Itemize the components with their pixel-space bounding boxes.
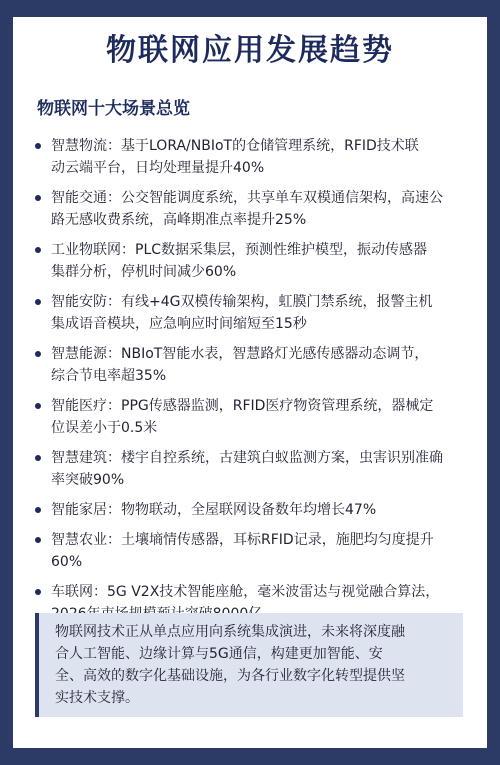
list-item <box>35 343 475 387</box>
list-item-text: 智慧能源：NBIoT智能水表，智慧路灯光感传感器动态调节， 综合节电率超35% <box>51 346 429 384</box>
list-item-text: 智能医疗：PPG传感器监测，RFID医疗物资管理系统，器械定 位误差小于0.5米 <box>51 398 434 436</box>
content-card <box>13 17 487 748</box>
bullet-dot-icon <box>35 195 41 201</box>
bullet-dot-icon <box>35 455 41 461</box>
bullet-dot-icon <box>35 351 41 357</box>
list-item <box>35 529 475 573</box>
list-item-text: 智能家居：物物联动，全屋联网设备数年均增长47% <box>51 502 377 518</box>
bullet-dot-icon <box>35 299 41 305</box>
list-item <box>35 447 475 491</box>
bullet-dot-icon <box>35 589 41 595</box>
list-item-text: 智慧农业：土壤墒情传感器，耳标RFID记录，施肥均匀度提升 60% <box>51 532 434 570</box>
summary-text: 物联网技术正从单点应用向系统集成演进，未来将深度融 合人工智能、边缘计算与5G通信，构建更加智能、安 全、高效的数字化基础设施，为各行业数字化转型提供坚 实技术支撑。 <box>55 624 405 706</box>
section-title: 物联网十大场景总览 <box>37 99 190 119</box>
list-item-text: 车联网：5G V2X技术智能座舱，毫米波雷达与视觉融合算法， <box>51 584 440 600</box>
summary-box <box>35 613 463 717</box>
list-item <box>35 499 475 521</box>
list-item-text: 智能安防：有线+4G双模传输架构，虹膜门禁系统，报警主机 集成语音模块，应急响应时间缩短至15秒 <box>51 294 433 332</box>
list-item <box>35 395 475 439</box>
list-item <box>35 187 475 231</box>
scenario-list <box>35 135 475 633</box>
bullet-dot-icon <box>35 143 41 149</box>
bullet-dot-icon <box>35 507 41 513</box>
list-item <box>35 239 475 283</box>
list-item-text: 智慧建筑：楼宇自控系统，古建筑白蚁监测方案，虫害识别准确 率突破90% <box>51 450 443 488</box>
list-item-text: 智能交通：公交智能调度系统，共享单车双模通信架构，高速公 路无感收费系统，高峰期准点率提升25% <box>51 190 443 228</box>
list-item-text: 工业物联网：PLC数据采集层，预测性维护模型，振动传感器 集群分析，停机时间减少60% <box>51 242 428 280</box>
page-title: 物联网应用发展趋势 <box>106 33 394 68</box>
bullet-dot-icon <box>35 247 41 253</box>
bullet-dot-icon <box>35 403 41 409</box>
list-item <box>35 135 475 179</box>
list-item-text: 智慧物流：基于LORA/NBIoT的仓储管理系统，RFID技术联 动云端平台，日均处理量提升40% <box>51 138 419 176</box>
list-item <box>35 291 475 335</box>
bullet-dot-icon <box>35 537 41 543</box>
